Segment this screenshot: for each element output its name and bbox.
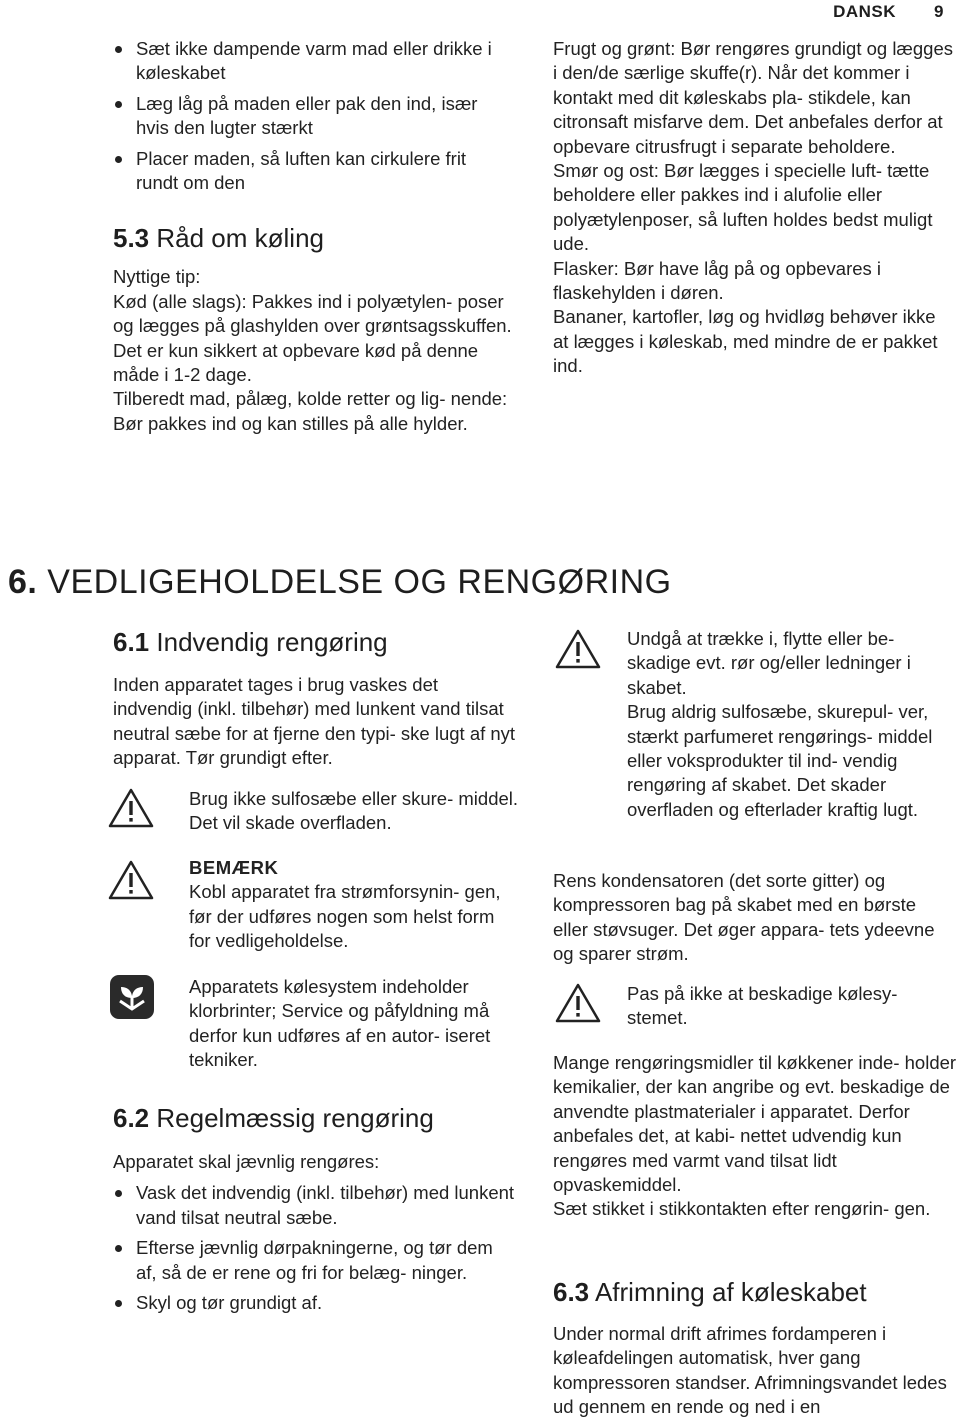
warning-triangle-icon xyxy=(555,983,601,1023)
paragraph: Det er kun sikkert at opbevare kød på denne måde i 1-2 dage. xyxy=(113,339,479,386)
language-label: DANSK xyxy=(833,2,897,21)
right-top-column xyxy=(553,37,953,379)
section-heading-6-3 xyxy=(553,1277,867,1307)
warning-text: Brug aldrig sulfosæbe, skurepul- ver, stærkt parfumeret rengørings- middel eller voksprodukter til ind- vendig rengøring af skabet. Det skader overfladen og efterlader kraftig lugt. xyxy=(627,701,933,820)
section-number: 6.1 xyxy=(113,627,150,657)
paragraph: Sæt stikket i stikkontakten efter rengørin- gen. xyxy=(553,1198,931,1220)
paragraph: Apparatet skal jævnlig rengøres: xyxy=(113,1151,380,1172)
list-item: Placer maden, så luften kan cirkulere frit rundt om den xyxy=(113,147,513,196)
right-bottom-paragraphs xyxy=(553,1051,958,1222)
note-block xyxy=(189,856,519,954)
section-heading-6-1 xyxy=(113,627,388,657)
section-title: Regelmæssig rengøring xyxy=(149,1103,434,1133)
section-heading-6-2 xyxy=(113,1103,434,1133)
note-text: Kobl apparatet fra strømforsynin- gen, før der udføres nogen som helst form for vedligeholdelse. xyxy=(189,881,501,952)
warning-text: Brug ikke sulfosæbe eller skure- middel. Det vil skade overfladen. xyxy=(189,788,519,834)
page-header xyxy=(833,2,944,22)
section-number: 6.2 xyxy=(113,1103,150,1133)
paragraph: Frugt og grønt: Bør rengøres grundigt og lægges i den/de særlige skuffe(r). Når det kommer i kontakt med dit køleskabs pla- stikdele, kan citronsaft misfarve dem. Det anbefales derfor at opbevare citrusfrugt i separate beholdere. xyxy=(553,38,953,157)
paragraph: Under normal drift afrimes fordamperen i køleafdelingen automatisk, hver gang kompressoren standser. Afrimningsvandet ledes ud gennem en rende og ned i en xyxy=(553,1323,947,1418)
section-title: Indvendig rengøring xyxy=(149,627,388,657)
section-heading-5-3 xyxy=(113,223,513,253)
warning-text-block xyxy=(627,627,957,822)
list-item: Sæt ikke dampende varm mad eller drikke i køleskabet xyxy=(113,37,513,86)
paragraph: Flasker: Bør have låg på og opbevares i flaskehylden i døren. xyxy=(553,257,882,304)
page-number: 9 xyxy=(934,2,944,21)
paragraph: Nyttige tip: xyxy=(113,266,201,288)
list-item: Efterse jævnlig dørpakningerne, og tør dem af, så de er rene og fri for belæg- ninger. xyxy=(113,1236,518,1285)
paragraph: Bananer, kartofler, løg og hvidløg behøver ikke at lægges i køleskab, med mindre de er pakket ind. xyxy=(553,306,938,377)
paragraph: Rens kondensatoren (det sorte gitter) og kompressoren bag på skabet med en børste eller støvsuger. Det øger appara- tets ydeevne og sparer strøm. xyxy=(553,870,935,965)
paragraph: Tilberedt mad, pålæg, kolde retter og lig- nende: Bør pakkes ind og kan stilles på alle hylder. xyxy=(113,388,508,434)
list-item: Læg låg på maden eller pak den ind, især hvis den lugter stærkt xyxy=(113,92,513,141)
paragraph: Inden apparatet tages i brug vaskes det indvendig (inkl. tilbehør) med lunkent vand tilsat neutral sæbe for at fjerne den typi- ske lugt af nyt apparat. Tør grundigt efter. xyxy=(113,674,516,769)
chapter-number: 6. xyxy=(8,563,38,601)
environment-recycling-icon xyxy=(110,975,154,1019)
cleaning-bullet-list xyxy=(113,1181,518,1315)
section-title: Råd om køling xyxy=(149,223,324,254)
warning-text: Pas på ikke at beskadige kølesy- stemet. xyxy=(627,983,898,1029)
section-number: 6.3 xyxy=(553,1277,590,1307)
storage-bullet-list xyxy=(113,37,513,195)
chapter-heading-6 xyxy=(8,563,672,601)
paragraph: Smør og ost: Bør lægges i specielle luft- tætte beholdere eller pakkes ind i alufolie eller polyætylenposer, så luften holdes bedst muligt ude. xyxy=(553,160,933,255)
paragraph: Kød (alle slags): Pakkes ind i polyætylen- poser og lægges på glashylden over grøntsagsskuffen. xyxy=(113,290,512,337)
environment-text: Apparatets kølesystem indeholder klorbrinter; Service og påfyldning må derfor kun udføres af en autor- iseret tekniker. xyxy=(189,976,491,1071)
warning-text: Undgå at trække i, flytte eller be- skadige evt. rør og/eller ledninger i skabet. xyxy=(627,628,911,698)
left-bottom-list-block xyxy=(113,1150,518,1315)
note-title: BEMÆRK xyxy=(189,857,279,878)
list-item: Vask det indvendig (inkl. tilbehør) med lunkent vand tilsat neutral sæbe. xyxy=(113,1181,518,1230)
paragraph: Mange rengøringsmidler til køkkener inde- holder kemikalier, der kan angribe og evt. beskadige de anvendte plastmaterialer i apparatet. Derfor anbefales det, at kabi- nettet udvendig kun rengøres med varmt vand tilsat lidt opvaskemiddel. xyxy=(553,1052,957,1196)
left-top-column xyxy=(113,37,513,436)
list-item: Skyl og tør grundigt af. xyxy=(113,1291,518,1315)
section-title: Afrimning af køleskabet xyxy=(589,1277,867,1307)
warning-triangle-icon xyxy=(108,860,154,900)
section-number: 5.3 xyxy=(113,223,150,254)
warning-triangle-icon xyxy=(108,788,154,828)
warning-triangle-icon xyxy=(555,629,601,669)
chapter-title: VEDLIGEHOLDELSE OG RENGØRING xyxy=(37,563,672,601)
